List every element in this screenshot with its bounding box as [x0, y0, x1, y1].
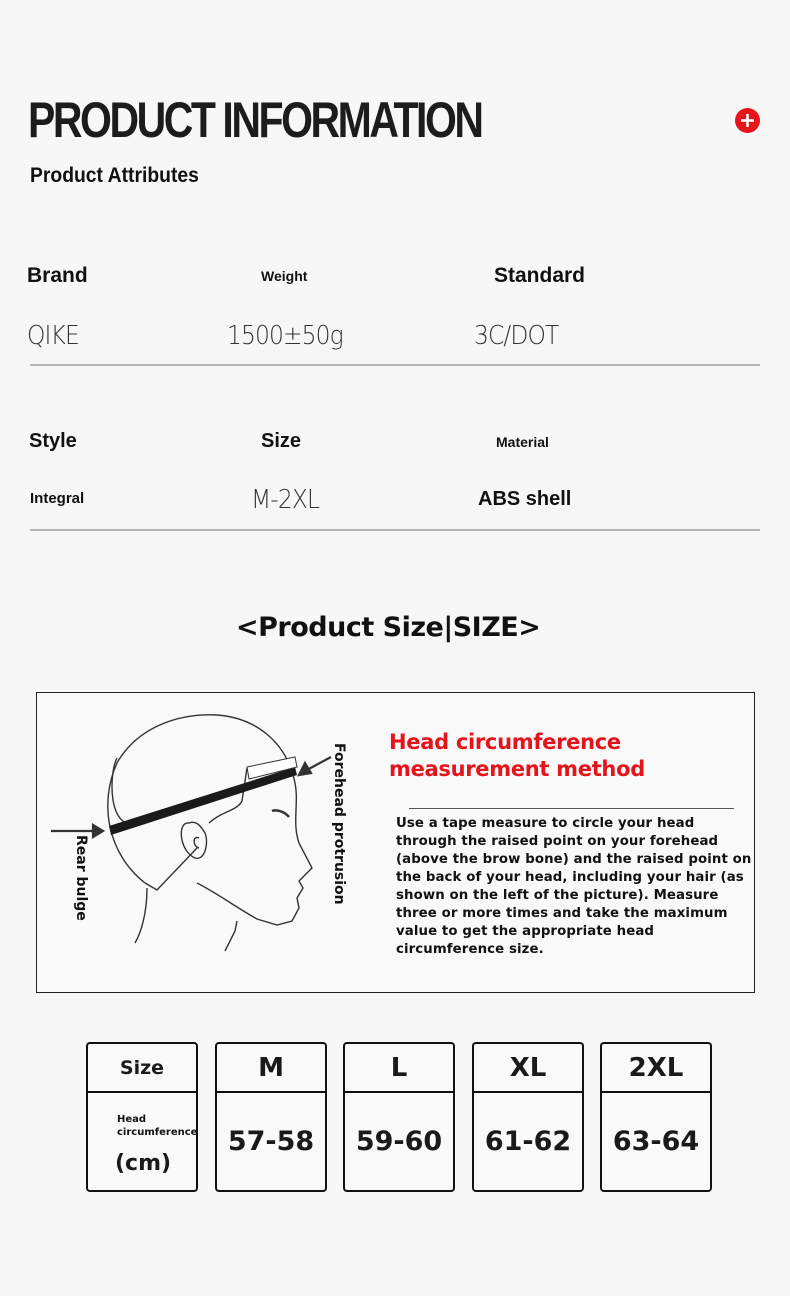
attr-label-weight: Weight: [261, 268, 308, 284]
attr-value-brand: QIKE: [27, 321, 79, 351]
size-name: 2XL: [602, 1044, 710, 1093]
divider: [30, 529, 760, 531]
attr-value-style: Integral: [30, 490, 85, 507]
measurement-description: Use a tape measure to circle your head through the raised point on your forehead (above the brow bone) and the raised point on the back of your head, including your hair (as shown on the left of the picture). Measure three or more times and take the maximum value to get the appropriate head circumference size.: [396, 816, 752, 957]
row-label-cell: [88, 1093, 196, 1190]
size-card-m: [215, 1042, 327, 1192]
attr-label-size: Size: [261, 430, 302, 452]
size-card-label: [86, 1042, 198, 1192]
attr-value-weight: 1500±50g: [227, 321, 343, 351]
size-name: XL: [474, 1044, 582, 1093]
size-card-2xl: [600, 1042, 712, 1192]
divider: [409, 808, 734, 809]
attr-label-style: Style: [29, 430, 77, 452]
size-section-heading: <Product Size|SIZE>: [236, 612, 541, 643]
attr-value-standard: 3C/DOT: [474, 321, 559, 351]
attr-value-size: M-2XL: [251, 485, 320, 515]
attr-label-brand: Brand: [27, 264, 88, 287]
rear-bulge-label: Rear bulge: [73, 835, 89, 921]
size-range: 63-64: [612, 1126, 700, 1157]
row-label-line2: circumference: [117, 1127, 198, 1138]
attr-label-standard: Standard: [494, 264, 586, 287]
size-name: L: [345, 1044, 453, 1093]
size-range: 59-60: [355, 1126, 443, 1157]
plus-circle-icon[interactable]: [735, 108, 760, 133]
section-subtitle: Product Attributes: [30, 164, 199, 187]
size-range: 57-58: [227, 1126, 315, 1157]
size-header-label: Size: [88, 1044, 196, 1093]
attr-label-material: Material: [496, 434, 549, 450]
size-name: M: [217, 1044, 325, 1093]
size-range: 61-62: [484, 1126, 572, 1157]
row-unit: (cm): [115, 1151, 172, 1176]
attr-value-material: ABS shell: [478, 488, 572, 510]
divider: [30, 364, 760, 366]
size-card-xl: [472, 1042, 584, 1192]
measurement-title-line1: Head circumference: [389, 730, 621, 754]
size-card-l: [343, 1042, 455, 1192]
measurement-panel: [36, 692, 755, 993]
measurement-title: [389, 729, 645, 783]
page-title: PRODUCT INFORMATION: [28, 92, 482, 148]
measurement-title-line2: measurement method: [389, 757, 645, 781]
row-label-line1: Head: [117, 1114, 147, 1125]
forehead-protrusion-label: Forehead protrusion: [331, 743, 347, 905]
